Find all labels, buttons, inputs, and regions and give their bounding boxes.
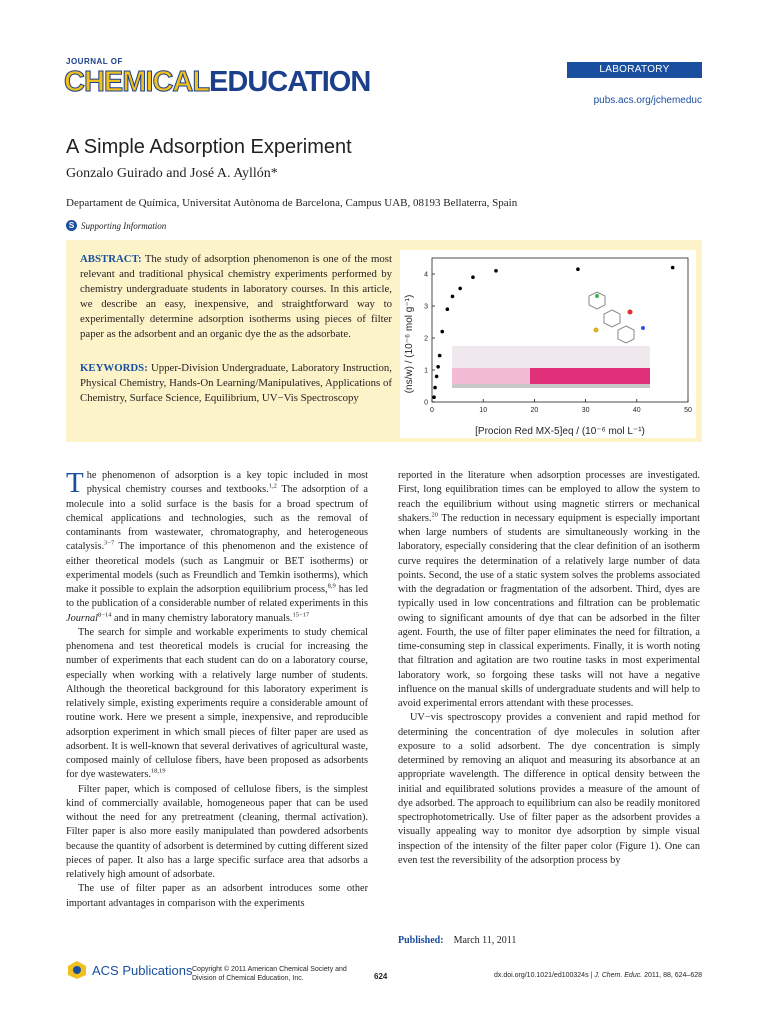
paragraph: UV−vis spectroscopy provides a convenient and rapid method for determining the concentration of dye molecules in solution after exposure to a solid adsorbent. The dye concentration is simply determined by removing an aliquot and measuring its absorbance at an appropriate wavelength. The difference in optical density between the initial and equilibrated solutions provides a measure of the amount of dye adsorbed. The approach to equilibrium can also be readily monitored spectrophotometrically. Use of filter paper as the adsorbent provides a visually appealing way to monitor dye adsorption by simple visual inspection of the intensity of the filter paper color (Figure 1). One can even test the reversibility of the adsorption process by: [398, 712, 700, 866]
publisher-name: ACS Publications: [92, 962, 193, 978]
data-point: [438, 354, 442, 358]
abstract-body: The study of adsorption phenomenon is one of the most relevant and traditional physical chemistry experiments performed by chemistry undergraduate students in laboratory courses. In this article, we describe an easy, inexpensive, and straightforward way to experimentally determine adsorption isotherms using pieces of filter paper as the adsorbent and an organic dye the as the adsorbate.: [80, 253, 392, 340]
copyright-notice: Copyright © 2011 American Chemical Society and Division of Chemical Education, Inc.: [192, 966, 347, 982]
journal-url-link[interactable]: pubs.acs.org/jchemeduc: [593, 95, 702, 106]
reference[interactable]: 20: [431, 511, 438, 519]
data-point: [494, 269, 498, 273]
x-tick-label: 40: [632, 407, 641, 414]
keywords-body: Upper-Division Undergraduate, Laboratory Instruction, Physical Chemistry, Hands-On Learning/Manipulatives, Applications of Chemistry, Surface Science, Equilibrium, UV−Vis Spectroscopy: [80, 362, 392, 404]
paragraph: The use of filter paper as an adsorbent introduces some other important advantages in comparison with the experiments: [66, 883, 368, 909]
reference[interactable]: 1,2: [268, 482, 277, 490]
reference[interactable]: 15−17: [292, 611, 310, 619]
data-point: [436, 365, 440, 369]
supporting-info-icon: S: [66, 220, 77, 231]
author-list: Gonzalo Guirado and José A. Ayllón*: [66, 166, 278, 181]
paragraph: Filter paper, which is composed of cellulose fibers, is the simplest kind of commercially available, homogeneous paper that can be used without the need for any pretreatment (cleaning, thermal activation). Filter paper is also more easily manipulated than powdered adsorbents because the quantity of adsorbent is determined by cutting different sized pieces of paper. It also has a large specific surface area that adsorbs a relatively high amount of adsorbate.: [66, 783, 368, 880]
data-point: [432, 395, 436, 399]
journal-logo-chemical: CHEMICAL: [64, 66, 210, 98]
x-tick-label: 10: [479, 407, 488, 414]
journal-logo-education: EDUCATION: [209, 66, 371, 98]
y-tick-label: 0: [424, 399, 428, 407]
chart-y-axis-label: (ns/w) / (10⁻⁶ mol g⁻¹): [404, 294, 415, 394]
doi-citation[interactable]: dx.doi.org/10.1021/ed100324s | J. Chem. Educ. 2011, 88, 624–628: [494, 972, 702, 979]
data-point: [671, 266, 675, 270]
reference[interactable]: 3−7: [104, 539, 115, 547]
x-tick-label: 0: [430, 407, 434, 414]
data-point: [433, 386, 437, 390]
acs-hexagon-icon: [66, 960, 88, 980]
y-tick-label: 4: [424, 271, 428, 279]
paragraph: The search for simple and workable experiments to study chemical phenomena and test theoretical models is crucial for increasing the number of experiments that each student can do on a laboratory course, especially when working with a relatively large number of students. Although the theoretical background for this laboratory experiment is relatively simple, existing experiments require a considerable amount of routine work. Here we present a simple, inexpensive, and reproducible adsorption experiment in which small pieces of filter paper are used as adsorbent. It is well-known that several derivatives of agricultural waste, composed mainly of cellulose fibers, have been proposed as adsorbents for dye wastewaters.$^{18,19}$: [66, 626, 368, 781]
filter-paper-photo: [452, 346, 650, 388]
toc-graphic: [400, 250, 696, 438]
journal-logo-small: JOURNAL OF: [66, 57, 123, 66]
x-tick-label: 30: [581, 407, 590, 414]
article-title: A Simple Adsorption Experiment: [66, 136, 352, 158]
acs-publications-logo[interactable]: [66, 960, 192, 980]
data-point: [576, 267, 580, 271]
y-tick-label: 2: [424, 335, 428, 343]
chart-x-axis-label: [Procion Red MX-5]eq / (10⁻⁶ mol L⁻¹): [475, 426, 645, 437]
body-column-left: [66, 469, 368, 911]
y-tick-label: 1: [424, 367, 428, 375]
data-point: [458, 287, 462, 291]
affiliation: Departament de Química, Universitat Autònoma de Barcelona, Campus UAB, 08193 Bellaterra, Spain: [66, 197, 518, 209]
chart-background: [400, 250, 696, 438]
supporting-info-link[interactable]: [66, 220, 166, 231]
body-column-right: [398, 469, 700, 868]
data-point: [471, 275, 475, 279]
reference[interactable]: 8,9: [327, 582, 336, 590]
x-tick-label: 50: [684, 407, 692, 414]
abstract: [80, 252, 392, 341]
keywords-label: KEYWORDS:: [80, 362, 148, 374]
supporting-info-label: Supporting Information: [81, 220, 167, 231]
abstract-label: ABSTRACT:: [80, 253, 142, 265]
journal-logo: [64, 64, 370, 100]
paragraph: reported in the literature when adsorption processes are investigated. First, long equilibration times can be employed to allow the system to reach the equilibrium without using magnetic stirrers or mechanical shakers.$^{20}$ The reduction in necessary equipment is especially important when large numbers of students are simultaneously working in the laboratory, especially considering that the clear definition of an isotherm curve requires the determination of a relatively large number of data points. Second, the use of a static system solves the problems associated with the degradation or fragmentation of the adsorbent. Third, dyes are typically used in low concentrations and filtration can be problematic owing to significant amounts of dye that can be adsorbed in the filter agent. Fourth, the use of filter paper eliminates the need for filtration, a time-consuming step in classical experiments. Finally, it is worth noting that filtration and agitation are two routine tasks in most experimental laboratory work, so forgoing these tasks will not have a negative influence on the manual skills of undergraduate students and will help to avoid experimental errors attendant with these processes.: [398, 470, 701, 709]
y-tick-label: 3: [424, 303, 428, 311]
data-point: [435, 375, 439, 379]
page-number: 624: [374, 972, 388, 981]
published-value: March 11, 2011: [453, 935, 517, 946]
data-point: [440, 330, 444, 334]
dropcap: T: [66, 467, 84, 499]
data-point: [451, 295, 455, 299]
paragraph: The phenomenon of adsorption is a key topic included in most physical chemistry courses and textbooks.$^{1,2}$ The adsorption of a molecule into a solid surface is the basis for a broad spectrum of chemical applications and technologies, such as the removal of contaminants from wastewater, chromatography, and heterogeneous catalysis.$^{3-7}$ The importance of this phenomenon and the existence of either theoretical models (such as Langmuir or BET isotherms) or experimental models (such as Freundlich and Temkin isotherms), which make it possible to explain the adsorption equilibrium process,$^{8,9}$ has led to the publication of a considerable number of related experiments in this Journal$^{8-14}$ and in many chemistry laboratory manuals.$^{15-17}$: [66, 467, 368, 624]
data-point: [446, 307, 450, 311]
article-type-badge: LABORATORY EXPERIMENT: [567, 62, 702, 78]
x-tick-label: 20: [530, 407, 539, 414]
published-date: [398, 935, 516, 946]
keywords: [80, 361, 392, 406]
published-label: Published:: [398, 935, 444, 946]
reference[interactable]: 8−14: [98, 611, 112, 619]
reference[interactable]: 18,19: [150, 767, 166, 775]
adsorption-isotherm-chart: [400, 250, 696, 438]
